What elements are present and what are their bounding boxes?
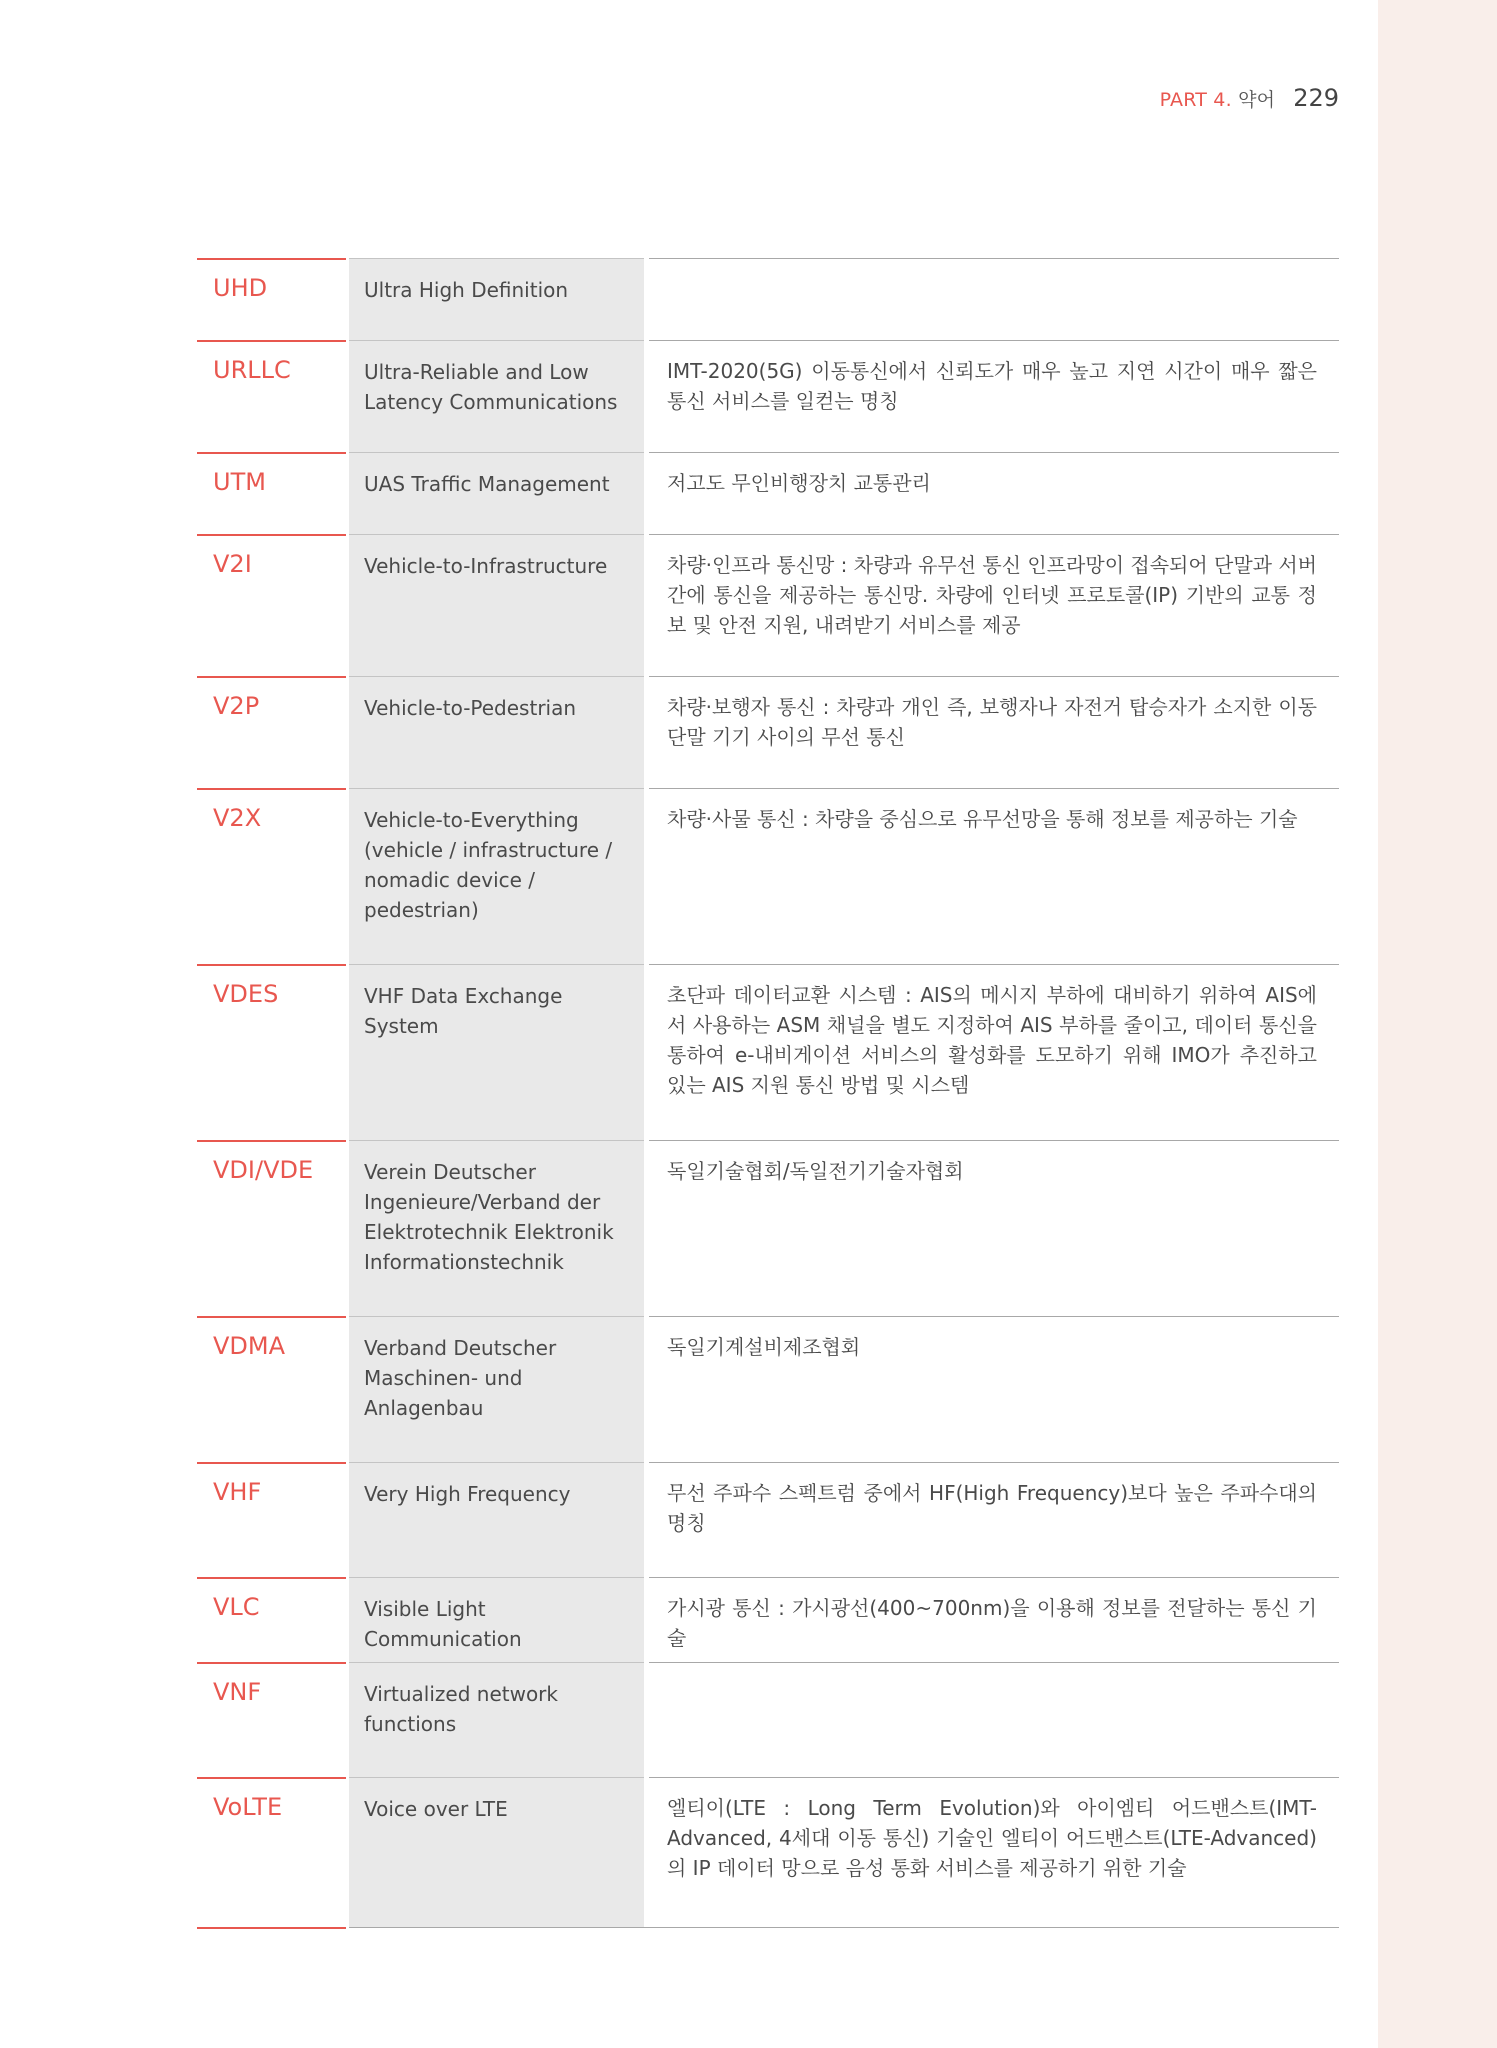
- abbreviation: VDMA: [213, 1332, 286, 1360]
- full-term: Voice over LTE: [349, 1777, 644, 1927]
- full-term: Vehicle-to-Infrastructure: [349, 534, 644, 676]
- glossary-row: [197, 340, 1339, 452]
- full-term: Verband Deutscher Maschinen- und Anlagenbau: [349, 1316, 644, 1462]
- description: 차량·보행자 통신 : 차량과 개인 즉, 보행자나 자전거 탑승자가 소지한 이동 단말 기기 사이의 무선 통신: [667, 695, 1317, 749]
- glossary-row: [197, 788, 1339, 964]
- abbreviation: VLC: [213, 1593, 260, 1621]
- description: 독일기술협회/독일전기기술자협회: [667, 1159, 964, 1183]
- full-term: Ultra High Definition: [349, 258, 644, 340]
- part-label: [1160, 85, 1276, 112]
- description: 엘티이(LTE : Long Term Evolution)와 아이엠티 어드밴스트(IMT-Advanced, 4세대 이동 통신) 기술인 엘티이 어드밴스트(LTE-Advanced)의 IP 데이터 망으로 음성 통화 서비스를 제공하기 위한 기술: [667, 1796, 1317, 1880]
- description: 무선 주파수 스펙트럼 중에서 HF(High Frequency)보다 높은 주파수대의 명칭: [667, 1481, 1317, 1535]
- description: [644, 1662, 1339, 1777]
- glossary-row: [197, 1577, 1339, 1662]
- full-term: UAS Traffic Management: [349, 452, 644, 534]
- abbreviation: VoLTE: [213, 1793, 283, 1821]
- description: 초단파 데이터교환 시스템 : AIS의 메시지 부하에 대비하기 위하여 AIS에서 사용하는 ASM 채널을 별도 지정하여 AIS 부하를 줄이고, 데이터 통신을 통하여 e-내비게이션 서비스의 활성화를 도모하기 위해 IMO가 추진하고 있는 AIS 지원 통신 방법 및 시스템: [667, 983, 1317, 1097]
- abbreviation: VDES: [213, 980, 279, 1008]
- glossary-table: [197, 258, 1339, 1927]
- full-term: Vehicle-to-Pedestrian: [349, 676, 644, 788]
- description: 독일기계설비제조협회: [667, 1335, 861, 1359]
- abbreviation: V2I: [213, 550, 252, 578]
- glossary-row: [197, 452, 1339, 534]
- abbreviation: URLLC: [213, 356, 291, 384]
- full-term: Virtualized network functions: [349, 1662, 644, 1777]
- abbreviation: V2X: [213, 804, 262, 832]
- full-term: VHF Data Exchange System: [349, 964, 644, 1140]
- page-margin-strip: [1378, 0, 1497, 2048]
- glossary-row: [197, 1316, 1339, 1462]
- glossary-row: [197, 534, 1339, 676]
- glossary-row: [197, 1777, 1339, 1927]
- page-number: 229: [1293, 84, 1339, 112]
- description: 저고도 무인비행장치 교통관리: [667, 471, 931, 495]
- full-term: Verein Deutscher Ingenieure/Verband der Elektrotechnik Elektronik Informationstechnik: [349, 1140, 644, 1316]
- full-term: Ultra-Reliable and Low Latency Communications: [349, 340, 644, 452]
- part-number: PART 4.: [1159, 89, 1232, 111]
- glossary-row: [197, 1140, 1339, 1316]
- glossary-row: [197, 1662, 1339, 1777]
- description: 차량·사물 통신 : 차량을 중심으로 유무선망을 통해 정보를 제공하는 기술: [667, 807, 1298, 831]
- full-term: Very High Frequency: [349, 1462, 644, 1577]
- glossary-row: [197, 1462, 1339, 1577]
- abbreviation: VNF: [213, 1678, 262, 1706]
- abbreviation: UHD: [213, 274, 268, 302]
- bottom-rule-line: [349, 1927, 1339, 1928]
- abbreviation: VHF: [213, 1478, 262, 1506]
- glossary-row: [197, 258, 1339, 340]
- page-header: [1160, 84, 1339, 112]
- abbreviation: VDI/VDE: [213, 1156, 314, 1184]
- table-bottom-rule: [197, 1927, 1339, 1929]
- glossary-row: [197, 964, 1339, 1140]
- description: [644, 258, 1339, 340]
- full-term: Visible Light Communication: [349, 1577, 644, 1662]
- abbreviation: V2P: [213, 692, 260, 720]
- abbreviation: UTM: [213, 468, 266, 496]
- description: 차량·인프라 통신망 : 차량과 유무선 통신 인프라망이 접속되어 단말과 서버 간에 통신을 제공하는 통신망. 차량에 인터넷 프로토콜(IP) 기반의 교통 정보 및 안전 지원, 내려받기 서비스를 제공: [667, 553, 1317, 637]
- description: 가시광 통신 : 가시광선(400~700nm)을 이용해 정보를 전달하는 통신 기술: [667, 1596, 1317, 1650]
- bottom-rule-accent: [197, 1927, 346, 1929]
- glossary-row: [197, 676, 1339, 788]
- part-title: 약어: [1238, 89, 1276, 111]
- full-term: Vehicle-to-Everything (vehicle / infrastructure / nomadic device / pedestrian): [349, 788, 644, 964]
- description: IMT-2020(5G) 이동통신에서 신뢰도가 매우 높고 지연 시간이 매우 짧은 통신 서비스를 일컫는 명칭: [667, 359, 1317, 413]
